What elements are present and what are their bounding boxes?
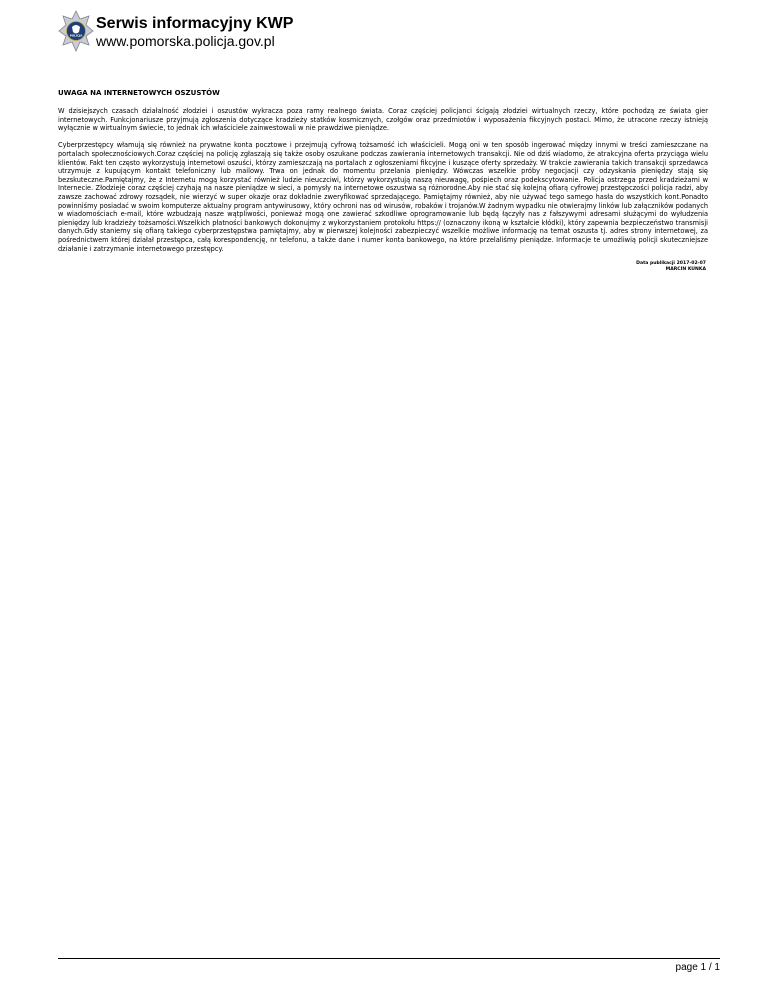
article-title: UWAGA NA INTERNETOWYCH OSZUSTÓW	[58, 89, 220, 97]
police-star-badge-icon	[58, 10, 94, 54]
site-title: Serwis informacyjny KWP	[96, 15, 294, 32]
article-metadata	[636, 261, 706, 273]
page-number: page 1 / 1	[675, 962, 720, 973]
article-paragraph: W dzisiejszych czasach działalność złodziei i oszustów wykracza poza ramy realnego świata. Coraz częściej policjanci ścigają złodziei wirtualnych rzeczy, które pochodzą ze świata gier internetowych. Funkcjonariusze przyjmują zgłoszenia dotyczące kradzieży statków kosmicznych, czołgów oraz przedmiotów i wyposażenia fikcyjnych postaci. Mimo, że utracone rzeczy istnieją wyłącznie w wirtualnym świecie, to jednak ich właściciele zainwestowali w nie prawdziwe pieniądze.	[58, 107, 708, 133]
article	[58, 89, 708, 262]
author-name: MARCIN KUNKA	[665, 267, 706, 272]
publication-date: Data publikacji 2017-02-07	[636, 261, 706, 266]
logo-text: POLICJA	[69, 33, 83, 38]
article-paragraph: Cyberprzestępcy włamują się również na prywatne konta pocztowe i przejmują cyfrową tożsamość ich właścicieli. Mogą oni w ten sposób ingerować między innymi w treści zamieszczane na portalach społecznościowych.Coraz częściej na policję zgłaszają się także osoby oszukane podczas zawierania internetowych transakcji. Nie od dziś wiadomo, że atrakcyjna oferta przyciąga wielu klientów. Fakt ten często wykorzystują internetowi oszuści, którzy zamieszczają na portalach z ogłoszeniami fikcyjne i kuszące oferty sprzedaży. W trakcie zawierania takich transakcji sprzedawca utrzymuje z kupującym kontakt telefoniczny lub mailowy. Trwa on jednak do momentu przelania pieniędzy. Wówczas wszelkie próby negocjacji czy odzyskania pieniędzy stają się bezskuteczne.Pamiętajmy, że z Internetu mogą korzystać również ludzie nieuczciwi, którzy wykorzystują naszą nieuwagę, pośpiech oraz podekscytowanie. Policja ostrzega przed kradzieżami w Internecie. Złodzieje coraz częściej czyhają na nasze pieniądze w sieci, a pomysły na internetowe oszustwa są różnorodne.Aby nie stać się kolejną ofiarą cyfrowej przestępczości policja radzi, aby zawsze zachować zdrowy rozsądek, nie wierzyć w super okazje oraz dokładnie zweryfikować sprzedającego. Pamiętajmy również, aby nie używać tego samego hasła do wszystkich kont.Ponadto powinniśmy posiadać w swoim komputerze aktualny program antywirusowy, który ochroni nas od wirusów, robaków i trojanów.W żadnym wypadku nie otwierajmy linków lub załączników podanych w wiadomościach e-mail, które wzbudzają nasze wątpliwości, ponieważ mogą one zawierać szkodliwe oprogramowanie lub będą łączyły nas z fałszywymi adresami służącymi do wyłudzenia pieniędzy lub kradzieży tożsamości.Wszelkich płatności bankowych dokonujmy z wykorzystaniem protokołu https:// (oznaczony ikoną w kształcie kłódki), który zapewnia bezpieczeństwo transmisji danych.Gdy staniemy się ofiarą takiego cyberprzestępstwa pamiętajmy, aby w pierwszej kolejności zabezpieczyć wszelkie możliwe informację na temat oszusta tj. adres strony internetowej, za pośrednictwem której działał przestępca, całą korespondencję, nr telefonu, a także dane i numer konta bankowego, na które przelaliśmy pieniądze. Informacje te umożliwią policji skuteczniejsze działanie i zatrzymanie internetowego przestępcy.	[58, 141, 708, 253]
page-header	[58, 10, 708, 58]
footer-divider	[58, 958, 720, 959]
site-url: www.pomorska.policja.gov.pl	[96, 33, 275, 49]
